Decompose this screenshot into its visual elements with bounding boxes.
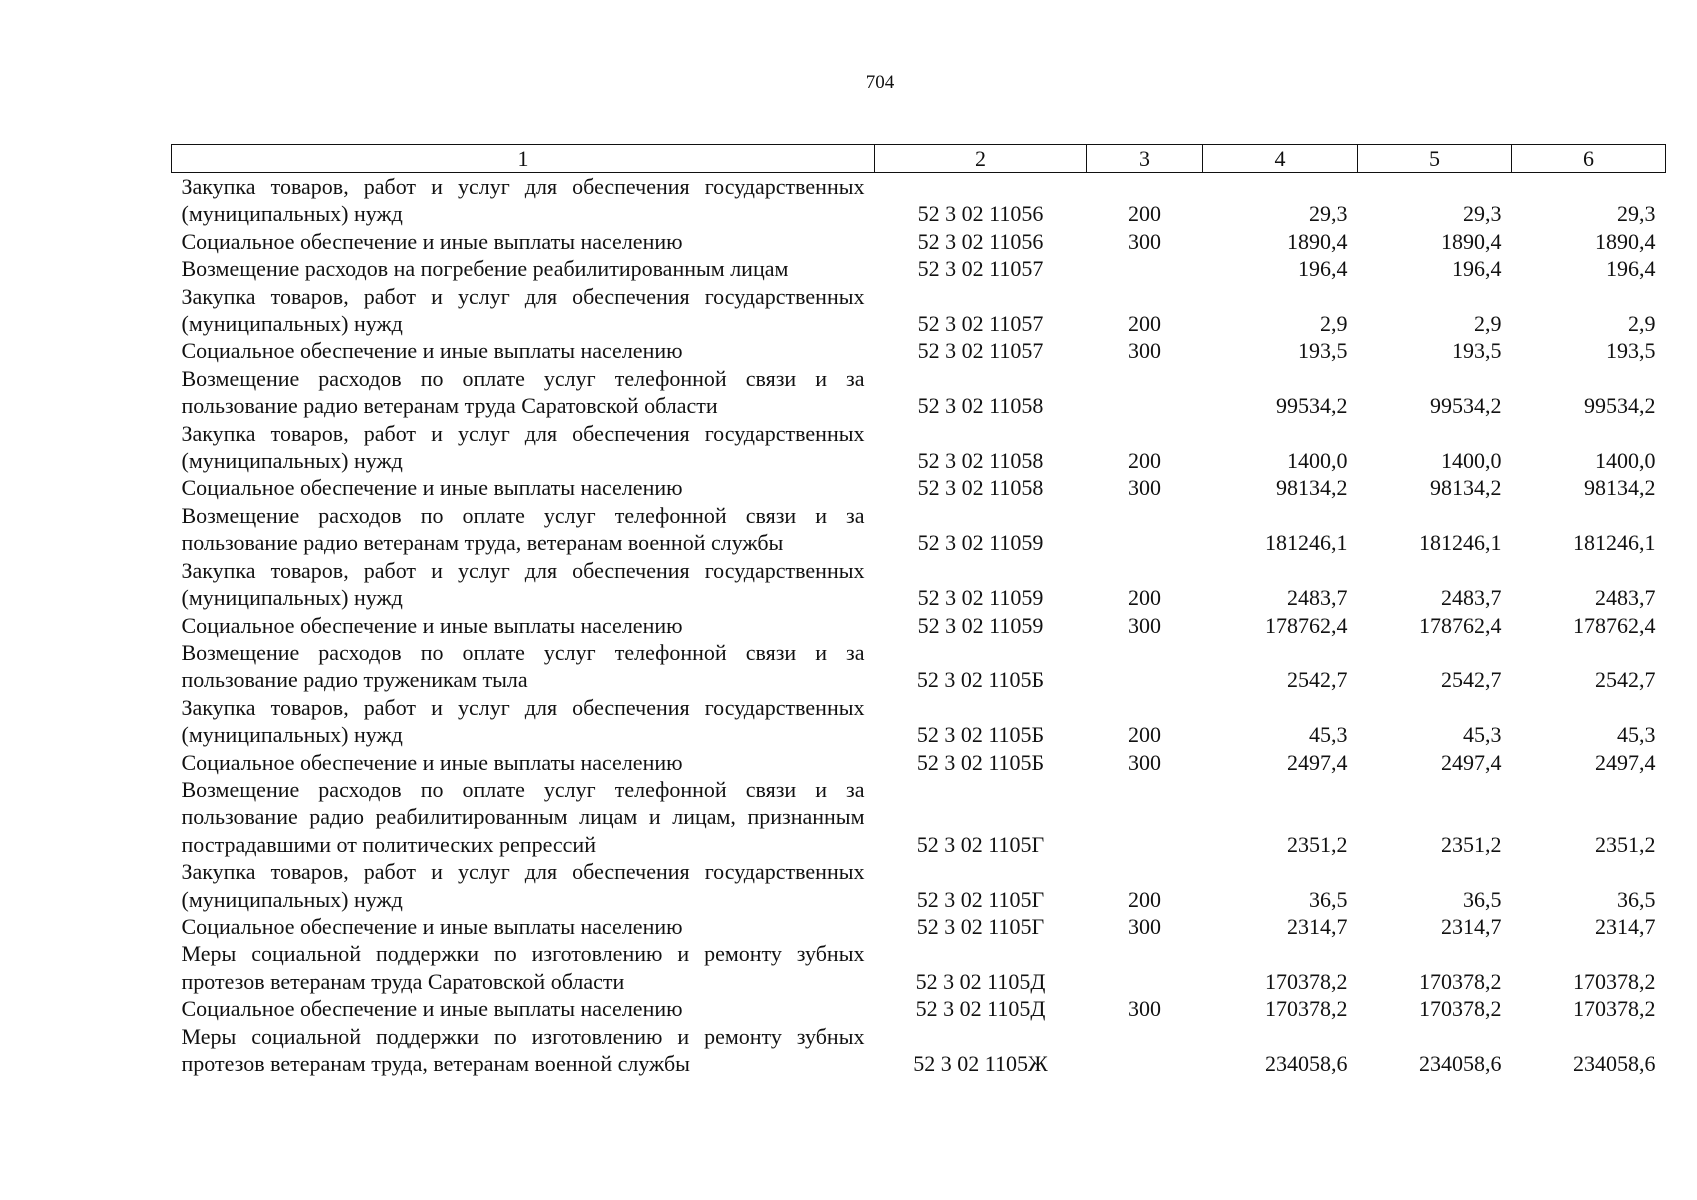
row-name: Меры социальной поддержки по изготовлению и ремонту зубных протезов ветеранам труда, ветеранам военной службы bbox=[181, 1023, 865, 1076]
row-code: 52 3 02 11057 bbox=[917, 311, 1044, 337]
row-value-col6: 36,5 bbox=[1617, 886, 1656, 912]
row-code: 52 3 02 11059 bbox=[917, 612, 1044, 638]
row-name: Закупка товаров, работ и услуг для обеспечения государственных (муниципальных) нужд bbox=[181, 557, 865, 611]
row-expense-type: 300 bbox=[1128, 913, 1161, 939]
table-row bbox=[172, 1023, 1666, 1078]
row-value-col5: 196,4 bbox=[1452, 256, 1502, 282]
row-value-col6: 2314,7 bbox=[1595, 913, 1656, 939]
row-value-col4: 2351,2 bbox=[1287, 831, 1348, 857]
table-row bbox=[172, 255, 1666, 282]
row-value-col5: 99534,2 bbox=[1430, 393, 1502, 419]
row-code: 52 3 02 1105Ж bbox=[913, 1051, 1048, 1076]
row-value-col5: 181246,1 bbox=[1419, 530, 1502, 556]
table-row bbox=[172, 858, 1666, 913]
row-name: Возмещение расходов по оплате услуг телефонной связи и за пользование радио ветеранам труда Саратовской области bbox=[181, 365, 865, 419]
table-body bbox=[172, 173, 1666, 1078]
row-value-col6: 99534,2 bbox=[1584, 393, 1656, 419]
row-expense-type: 300 bbox=[1128, 228, 1161, 254]
header-col-5: 5 bbox=[1358, 145, 1512, 173]
row-code: 52 3 02 1105Д bbox=[915, 996, 1046, 1022]
row-value-col5: 170378,2 bbox=[1419, 968, 1502, 994]
row-value-col4: 45,3 bbox=[1309, 722, 1348, 748]
row-name: Социальное обеспечение и иные выплаты населению bbox=[181, 996, 683, 1022]
row-code: 52 3 02 11059 bbox=[917, 530, 1044, 556]
header-col-4: 4 bbox=[1203, 145, 1358, 173]
row-value-col5: 29,3 bbox=[1463, 201, 1502, 227]
row-expense-type: 300 bbox=[1128, 612, 1161, 638]
row-value-col4: 36,5 bbox=[1309, 886, 1348, 912]
row-value-col6: 2483,7 bbox=[1595, 585, 1656, 611]
row-value-col5: 2,9 bbox=[1474, 311, 1502, 337]
row-value-col5: 2351,2 bbox=[1441, 831, 1502, 857]
row-value-col4: 1890,4 bbox=[1287, 228, 1348, 254]
row-value-col5: 2542,7 bbox=[1441, 667, 1502, 693]
row-value-col5: 45,3 bbox=[1463, 722, 1502, 748]
row-name: Возмещение расходов по оплате услуг телефонной связи и за пользование радио труженикам тыла bbox=[181, 639, 865, 693]
row-expense-type: 300 bbox=[1128, 475, 1161, 501]
row-name: Возмещение расходов по оплате услуг телефонной связи и за пользование радио реабилитированным лицам и лицам, признанным пострадавшими от политических репрессий bbox=[181, 776, 865, 857]
table-row bbox=[172, 228, 1666, 255]
row-value-col6: 170378,2 bbox=[1573, 996, 1656, 1022]
row-code: 52 3 02 11056 bbox=[917, 228, 1044, 254]
row-code: 52 3 02 1105Б bbox=[916, 722, 1045, 748]
header-col-1: 1 bbox=[172, 145, 875, 173]
table-row bbox=[172, 776, 1666, 858]
row-expense-type bbox=[1087, 940, 1203, 995]
row-name: Закупка товаров, работ и услуг для обеспечения государственных (муниципальных) нужд bbox=[181, 859, 865, 912]
row-name: Социальное обеспечение и иные выплаты населению bbox=[181, 338, 683, 364]
row-value-col4: 98134,2 bbox=[1276, 475, 1348, 501]
row-name: Закупка товаров, работ и услуг для обеспечения государственных (муниципальных) нужд bbox=[181, 174, 865, 227]
table-row bbox=[172, 173, 1666, 228]
row-expense-type: 300 bbox=[1128, 996, 1161, 1022]
row-name: Возмещение расходов на погребение реабилитированным лицам bbox=[181, 256, 789, 282]
table-row bbox=[172, 420, 1666, 475]
row-name: Закупка товаров, работ и услуг для обеспечения государственных (муниципальных) нужд bbox=[181, 420, 865, 474]
row-value-col6: 45,3 bbox=[1617, 722, 1656, 748]
row-value-col6: 2497,4 bbox=[1595, 749, 1656, 775]
row-value-col4: 196,4 bbox=[1298, 256, 1348, 282]
row-value-col6: 181246,1 bbox=[1573, 530, 1656, 556]
row-value-col4: 2483,7 bbox=[1287, 585, 1348, 611]
table-row bbox=[172, 749, 1666, 776]
row-expense-type: 200 bbox=[1128, 448, 1161, 474]
row-expense-type: 200 bbox=[1128, 201, 1161, 227]
row-code: 52 3 02 1105Г bbox=[916, 886, 1045, 912]
row-value-col4: 1400,0 bbox=[1287, 448, 1348, 474]
row-value-col4: 29,3 bbox=[1309, 201, 1348, 227]
row-value-col5: 170378,2 bbox=[1419, 996, 1502, 1022]
row-expense-type: 200 bbox=[1128, 311, 1161, 337]
row-code: 52 3 02 1105Г bbox=[916, 913, 1045, 939]
row-value-col5: 36,5 bbox=[1463, 886, 1502, 912]
table-row bbox=[172, 694, 1666, 749]
budget-table bbox=[171, 144, 1666, 1077]
table-row bbox=[172, 557, 1666, 612]
header-col-3: 3 bbox=[1087, 145, 1203, 173]
row-expense-type: 200 bbox=[1128, 886, 1161, 912]
row-expense-type bbox=[1087, 365, 1203, 420]
row-value-col5: 2483,7 bbox=[1441, 585, 1502, 611]
row-name: Меры социальной поддержки по изготовлению и ремонту зубных протезов ветеранам труда Саратовской области bbox=[181, 941, 865, 994]
row-value-col5: 178762,4 bbox=[1419, 612, 1502, 638]
row-expense-type: 200 bbox=[1128, 585, 1161, 611]
row-value-col4: 178762,4 bbox=[1265, 612, 1348, 638]
row-value-col6: 234058,6 bbox=[1573, 1051, 1656, 1076]
row-name: Закупка товаров, работ и услуг для обеспечения государственных (муниципальных) нужд bbox=[181, 694, 865, 748]
row-value-col6: 29,3 bbox=[1617, 201, 1656, 227]
row-value-col6: 2542,7 bbox=[1595, 667, 1656, 693]
row-code: 52 3 02 11057 bbox=[917, 256, 1044, 282]
table-row bbox=[172, 612, 1666, 639]
row-value-col4: 2,9 bbox=[1320, 311, 1348, 337]
table-row bbox=[172, 502, 1666, 557]
row-value-col4: 181246,1 bbox=[1265, 530, 1348, 556]
header-col-2: 2 bbox=[875, 145, 1087, 173]
row-name: Социальное обеспечение и иные выплаты населению bbox=[181, 913, 683, 939]
row-code: 52 3 02 1105Д bbox=[915, 968, 1046, 994]
row-code: 52 3 02 11058 bbox=[917, 475, 1044, 501]
row-name: Социальное обеспечение и иные выплаты населению bbox=[181, 228, 683, 254]
row-value-col6: 2,9 bbox=[1628, 311, 1656, 337]
row-value-col5: 2497,4 bbox=[1441, 749, 1502, 775]
row-value-col4: 170378,2 bbox=[1265, 996, 1348, 1022]
row-value-col6: 98134,2 bbox=[1584, 475, 1656, 501]
row-value-col5: 98134,2 bbox=[1430, 475, 1502, 501]
row-code: 52 3 02 11057 bbox=[917, 338, 1044, 364]
row-code: 52 3 02 1105Г bbox=[916, 831, 1045, 857]
table-row bbox=[172, 913, 1666, 940]
row-value-col6: 1890,4 bbox=[1595, 228, 1656, 254]
row-value-col5: 2314,7 bbox=[1441, 913, 1502, 939]
row-expense-type bbox=[1087, 255, 1203, 282]
row-code: 52 3 02 11058 bbox=[917, 448, 1044, 474]
table-row bbox=[172, 365, 1666, 420]
row-expense-type: 200 bbox=[1128, 722, 1161, 748]
row-code: 52 3 02 1105Б bbox=[916, 749, 1045, 775]
row-code: 52 3 02 11056 bbox=[917, 201, 1044, 227]
row-expense-type: 300 bbox=[1128, 749, 1161, 775]
row-value-col4: 234058,6 bbox=[1265, 1051, 1348, 1076]
row-name: Социальное обеспечение и иные выплаты населению bbox=[181, 749, 683, 775]
row-value-col4: 2542,7 bbox=[1287, 667, 1348, 693]
page-number: 704 bbox=[865, 72, 895, 93]
row-value-col5: 1400,0 bbox=[1441, 448, 1502, 474]
row-value-col6: 1400,0 bbox=[1595, 448, 1656, 474]
row-value-col6: 178762,4 bbox=[1573, 612, 1656, 638]
row-expense-type: 300 bbox=[1128, 338, 1161, 364]
header-col-6: 6 bbox=[1512, 145, 1666, 173]
row-value-col4: 2314,7 bbox=[1287, 913, 1348, 939]
row-value-col6: 170378,2 bbox=[1573, 968, 1656, 994]
table-row bbox=[172, 474, 1666, 501]
row-value-col4: 2497,4 bbox=[1287, 749, 1348, 775]
row-value-col4: 193,5 bbox=[1298, 338, 1348, 364]
row-value-col5: 1890,4 bbox=[1441, 228, 1502, 254]
row-value-col6: 193,5 bbox=[1606, 338, 1656, 364]
row-code: 52 3 02 11059 bbox=[917, 585, 1044, 611]
row-name: Закупка товаров, работ и услуг для обеспечения государственных (муниципальных) нужд bbox=[181, 283, 865, 337]
row-name: Возмещение расходов по оплате услуг телефонной связи и за пользование радио ветеранам труда, ветеранам военной службы bbox=[181, 502, 865, 556]
row-value-col6: 196,4 bbox=[1606, 256, 1656, 282]
row-value-col6: 2351,2 bbox=[1595, 831, 1656, 857]
row-expense-type bbox=[1087, 639, 1203, 694]
table-row bbox=[172, 283, 1666, 338]
row-expense-type bbox=[1087, 776, 1203, 858]
row-expense-type bbox=[1087, 502, 1203, 557]
table-row bbox=[172, 940, 1666, 995]
table-row bbox=[172, 995, 1666, 1022]
row-value-col4: 99534,2 bbox=[1276, 393, 1348, 419]
row-name: Социальное обеспечение и иные выплаты населению bbox=[181, 612, 683, 638]
table-row bbox=[172, 337, 1666, 364]
row-value-col4: 170378,2 bbox=[1265, 968, 1348, 994]
row-value-col5: 234058,6 bbox=[1419, 1051, 1502, 1076]
header-row bbox=[172, 145, 1666, 173]
table-header bbox=[172, 145, 1666, 173]
table-row bbox=[172, 639, 1666, 694]
row-code: 52 3 02 1105Б bbox=[916, 667, 1045, 693]
row-name: Социальное обеспечение и иные выплаты населению bbox=[181, 475, 683, 501]
row-code: 52 3 02 11058 bbox=[917, 393, 1044, 419]
row-value-col5: 193,5 bbox=[1452, 338, 1502, 364]
row-expense-type bbox=[1087, 1023, 1203, 1078]
